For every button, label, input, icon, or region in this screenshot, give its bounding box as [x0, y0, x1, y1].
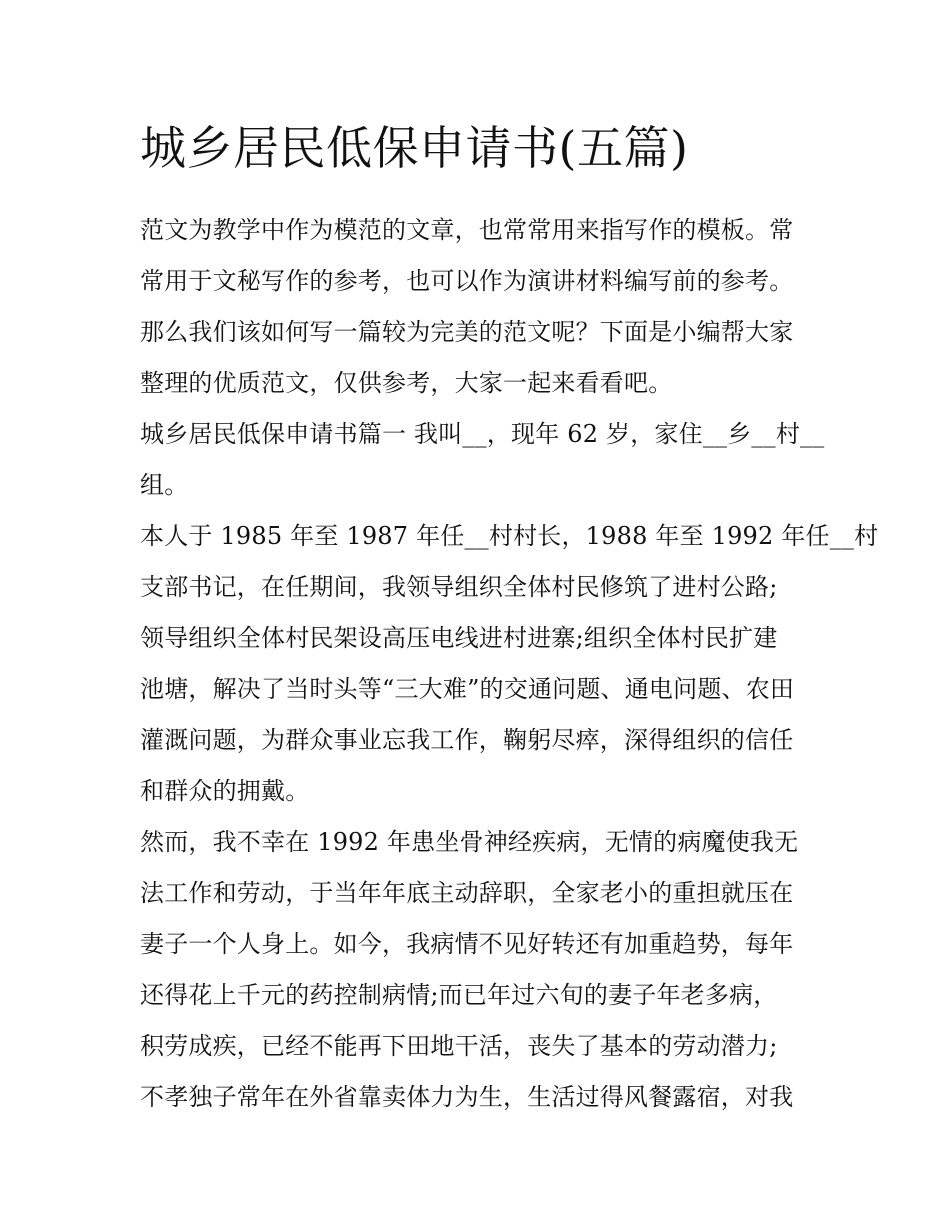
text-line: 支部书记，在任期间，我领导组织全体村民修筑了进村公路;: [140, 573, 778, 601]
text-line: 那么我们该如何写一篇较为完美的范文呢？下面是小编帮大家: [140, 318, 794, 346]
paragraph-intro: [140, 205, 810, 409]
text-line: 法工作和劳动，于当年年底主动辞职，全家老小的重担就压在: [140, 879, 794, 907]
text-line: 还得花上千元的药控制病情;而已年过六旬的妻子年老多病，: [140, 981, 778, 1009]
document-body: [140, 205, 879, 1123]
text-line: 积劳成疾，已经不能再下田地干活，丧失了基本的劳动潜力;: [140, 1032, 778, 1060]
text-line: 整理的优质范文，仅供参考，大家一起来看看吧。: [140, 369, 673, 397]
text-line: 常用于文秘写作的参考，也可以作为演讲材料编写前的参考。: [140, 267, 794, 295]
text-line: 灌溉问题，为群众事业忘我工作，鞠躬尽瘁，深得组织的信任: [140, 726, 794, 754]
text-line: 然而，我不幸在 1992 年患坐骨神经疾病，无情的病魔使我无: [140, 828, 799, 856]
text-line: 本人于 1985 年至 1987 年任__村村长，1988 年至 1992 年任__村: [140, 522, 879, 550]
paragraph-work-history: [140, 511, 879, 817]
text-line: 范文为教学中作为模范的文章，也常常用来指写作的模板。常: [140, 216, 794, 244]
text-line: 池塘，解决了当时头等“三大难”的交通问题、通电问题、农田: [140, 675, 795, 703]
text-line: 和群众的拥戴。: [140, 777, 310, 805]
paragraph-hardship: [140, 817, 810, 1123]
text-line: 领导组织全体村民架设高压电线进村进寨;组织全体村民扩建: [140, 624, 778, 652]
text-line: 不孝独子常年在外省靠卖体力为生，生活过得风餐露宿，对我: [140, 1083, 794, 1111]
paragraph-section-one-heading: [140, 409, 825, 511]
text-line: 组。: [140, 471, 189, 499]
document-title: 城乡居民低保申请书(五篇): [140, 121, 689, 175]
text-line: 城乡居民低保申请书篇一 我叫__，现年 62 岁，家住__乡__村__: [140, 420, 825, 448]
text-line: 妻子一个人身上。如今，我病情不见好转还有加重趋势，每年: [140, 930, 794, 958]
